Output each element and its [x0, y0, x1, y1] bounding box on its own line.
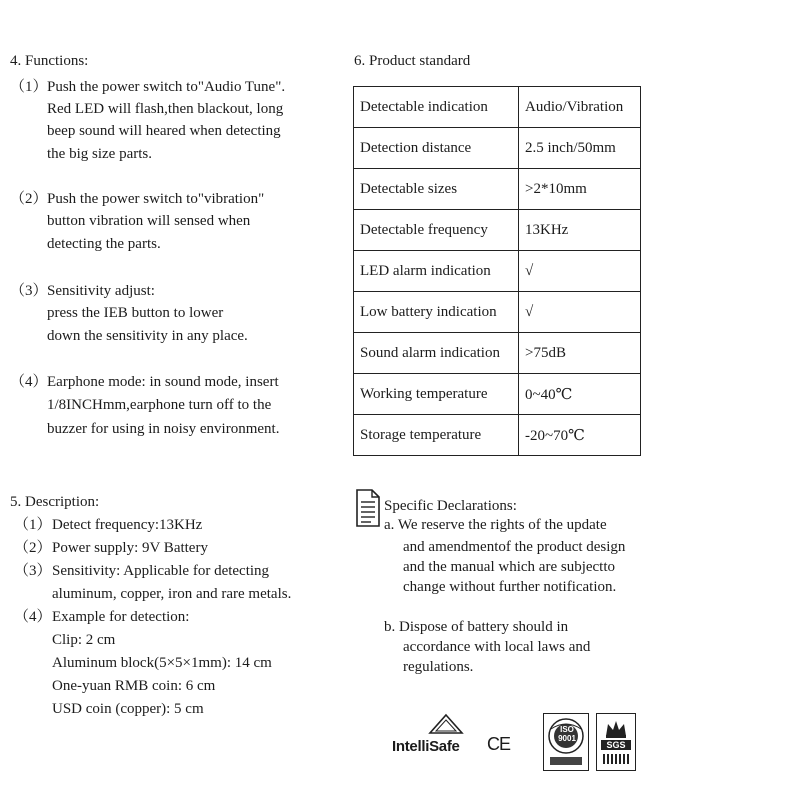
spec-value: 0~40℃: [519, 374, 641, 415]
spec-value: √: [519, 292, 641, 333]
functions-item-number: （3）: [10, 283, 48, 299]
description-item-number: （2）: [14, 540, 52, 556]
spec-label: Low battery indication: [354, 292, 519, 333]
table-row: [354, 374, 641, 415]
spec-label: Working temperature: [354, 374, 519, 415]
table-row: [354, 128, 641, 169]
table-row: [354, 333, 641, 374]
spec-table: [353, 86, 641, 456]
spec-value: 2.5 inch/50mm: [519, 128, 641, 169]
spec-value: >2*10mm: [519, 169, 641, 210]
description-item-text: Detect frequency:13KHz: [52, 517, 203, 533]
declaration-line: change without further notification.: [403, 579, 617, 595]
declaration-line: and amendmentof the product design: [403, 539, 626, 555]
detection-example: USD coin (copper): 5 cm: [52, 701, 204, 717]
spec-label: Sound alarm indication: [354, 333, 519, 374]
iso-badge: [543, 713, 589, 771]
description-item-number: （4）: [14, 609, 52, 625]
functions-item-number: （4）: [10, 374, 48, 390]
declaration-line: a. We reserve the rights of the update: [384, 517, 607, 533]
intellisafe-logo: IntelliSafe: [392, 738, 460, 755]
document-icon: [355, 488, 381, 528]
spec-label: Detectable frequency: [354, 210, 519, 251]
table-row: [354, 87, 641, 128]
detection-example: One-yuan RMB coin: 6 cm: [52, 678, 216, 694]
spec-value: -20~70℃: [519, 415, 641, 456]
iso-ribbon: [550, 757, 582, 765]
table-row: [354, 292, 641, 333]
spec-value: Audio/Vibration: [519, 87, 641, 128]
functions-item-line: button vibration will sensed when: [47, 213, 251, 229]
intellisafe-triangle-icon: [427, 712, 465, 736]
iso-number: 9001: [558, 734, 576, 743]
functions-item-line: the big size parts.: [47, 146, 152, 162]
spec-value: √: [519, 251, 641, 292]
declaration-line: accordance with local laws and: [403, 639, 591, 655]
sgs-stripes: [603, 754, 629, 764]
standard-title: 6. Product standard: [354, 53, 471, 69]
iso-label: ISO: [560, 725, 574, 734]
functions-item-line: Red LED will flash,then blackout, long: [47, 101, 284, 117]
functions-item-number: （2）: [10, 191, 48, 207]
crown-icon: [603, 718, 629, 738]
sgs-label: SGS: [601, 740, 631, 750]
detection-example: Aluminum block(5×5×1mm): 14 cm: [52, 655, 272, 671]
functions-title: 4. Functions:: [10, 53, 89, 69]
table-row: [354, 169, 641, 210]
table-row: [354, 415, 641, 456]
functions-item-line: press the IEB button to lower: [47, 305, 224, 321]
description-item-text: Sensitivity: Applicable for detecting: [52, 563, 270, 579]
description-item-text: aluminum, copper, iron and rare metals.: [52, 586, 292, 602]
functions-item-line: buzzer for using in noisy environment.: [47, 421, 280, 437]
spec-label: Detection distance: [354, 128, 519, 169]
table-row: [354, 210, 641, 251]
table-row: [354, 251, 641, 292]
description-item-text: Example for detection:: [52, 609, 190, 625]
functions-item-line: 1/8INCHmm,earphone turn off to the: [47, 397, 272, 413]
description-item-text: Power supply: 9V Battery: [52, 540, 208, 556]
description-item-number: （3）: [14, 563, 52, 579]
functions-item-line: Sensitivity adjust:: [47, 283, 155, 299]
detection-example: Clip: 2 cm: [52, 632, 116, 648]
spec-value: 13KHz: [519, 210, 641, 251]
declaration-line: and the manual which are subjectto: [403, 559, 616, 575]
spec-label: Detectable indication: [354, 87, 519, 128]
declaration-line: regulations.: [403, 659, 474, 675]
spec-label: Detectable sizes: [354, 169, 519, 210]
declaration-line: b. Dispose of battery should in: [384, 619, 569, 635]
spec-label: Storage temperature: [354, 415, 519, 456]
functions-item-line: detecting the parts.: [47, 236, 161, 252]
functions-item-line: beep sound will heared when detecting: [47, 123, 281, 139]
functions-item-number: （1）: [10, 79, 48, 95]
functions-item-line: Push the power switch to"Audio Tune".: [47, 79, 286, 95]
spec-label: LED alarm indication: [354, 251, 519, 292]
description-title: 5. Description:: [10, 494, 100, 510]
functions-item-line: Push the power switch to"vibration": [47, 191, 265, 207]
declarations-title: Specific Declarations:: [384, 498, 517, 514]
description-item-number: （1）: [14, 517, 52, 533]
functions-item-line: Earphone mode: in sound mode, insert: [47, 374, 279, 390]
spec-value: >75dB: [519, 333, 641, 374]
functions-item-line: down the sensitivity in any place.: [47, 328, 248, 344]
ce-mark: CE: [487, 734, 511, 754]
sgs-badge: [596, 713, 636, 771]
